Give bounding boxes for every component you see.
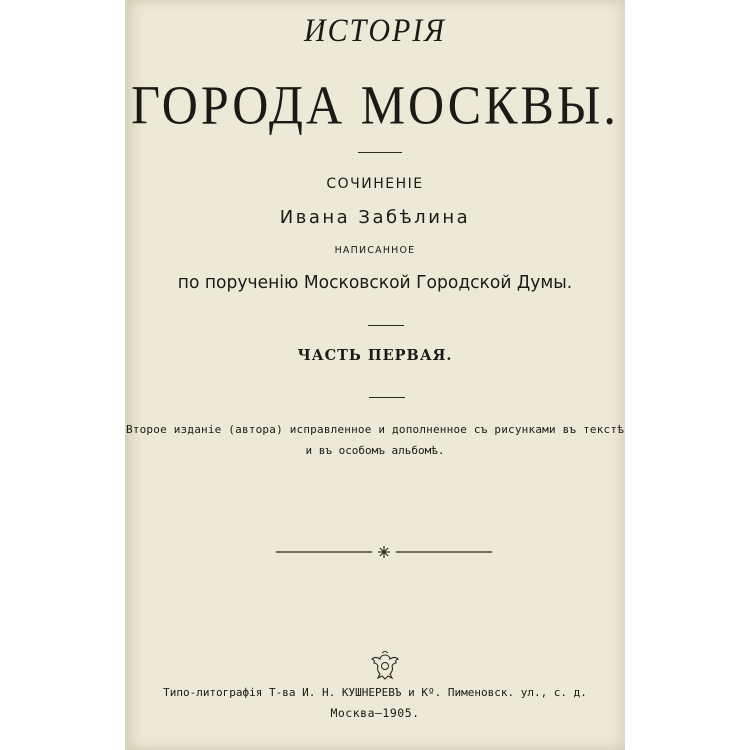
commission-line: по порученію Московской Городской Думы. <box>177 272 573 293</box>
authorship-label: СОЧИНЕНІЕ <box>326 176 424 192</box>
author-name: Ивана Забѣлина <box>279 207 471 228</box>
divider-rule <box>358 152 402 153</box>
edition-note-line2: и въ особомъ альбомѣ. <box>305 444 445 457</box>
overline-title: ИСТОРІЯ <box>303 12 447 49</box>
edition-note-line1: Второе изданіе (автора) исправленное и дополненное съ рисунками въ текстѣ <box>125 423 625 436</box>
star-ornament-icon <box>378 546 390 558</box>
written-label: НАПИСАННОЕ <box>334 245 416 256</box>
imprint-line: Москва—1905. <box>330 706 420 720</box>
double-headed-eagle-icon <box>368 651 402 681</box>
part-heading: ЧАСТЬ ПЕРВАЯ. <box>297 347 453 364</box>
divider-rule <box>368 325 404 326</box>
main-title: ГОРОДА МОСКВЫ. <box>131 74 619 136</box>
printer-line: Типо-литографія Т-ва И. Н. КУШНЕРЕВЪ и Кº. Пименовск. ул., с. д. <box>163 686 587 699</box>
divider-rule <box>369 397 405 398</box>
ornament-divider <box>276 546 492 558</box>
